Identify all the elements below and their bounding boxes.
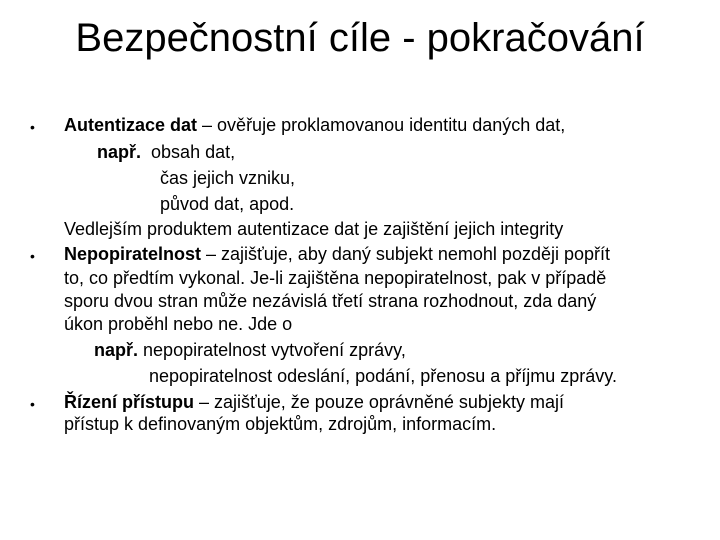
item-3-text-1: – zajišťuje, že pouze oprávněné subjekty mají	[194, 392, 564, 412]
item-3-text-2: přístup k definovaným objektům, zdrojům, informacím.	[64, 414, 497, 434]
item-1-example-2: čas jejich vzniku,	[160, 168, 296, 188]
bullet-marker: •	[30, 119, 35, 135]
bullet-marker: •	[30, 396, 35, 412]
item-1-note: Vedlejším produktem autentizace dat je zajištění jejich integrity	[64, 219, 564, 239]
item-1-example-label: např.	[97, 142, 142, 162]
item-2-example-line-1	[94, 339, 406, 361]
item-1-line-1	[64, 114, 565, 136]
item-1-intro: – ověřuje proklamovanou identitu daných dat,	[197, 115, 566, 135]
item-2-example-label: např.	[94, 340, 139, 360]
item-2-text-2: to, co předtím vykonal. Je-li zajištěna nepopiratelnost, pak v případě	[64, 268, 607, 288]
item-2-text-1: – zajišťuje, aby daný subjekt nemohl později popřít	[201, 244, 611, 264]
item-2-line-1	[64, 243, 610, 265]
item-2-example-2: nepopiratelnost odeslání, podání, přenosu a příjmu zprávy.	[149, 366, 617, 386]
item-1-example-3: původ dat, apod.	[160, 194, 295, 214]
item-1-example-1: obsah dat,	[151, 142, 236, 162]
item-1-term: Autentizace dat	[64, 115, 198, 135]
item-1-example-line-1	[97, 141, 235, 163]
item-2-example-1: nepopiratelnost vytvoření zprávy,	[143, 340, 406, 360]
bullet-marker: •	[30, 248, 35, 264]
item-3-term: Řízení přístupu	[64, 392, 194, 412]
item-2-term: Nepopiratelnost	[64, 244, 202, 264]
item-2-text-4: úkon proběhl nebo ne. Jde o	[64, 314, 293, 334]
item-2-text-3: sporu dvou stran může nezávislá třetí strana rozhodnout, zda daný	[64, 291, 597, 311]
slide-title: Bezpečnostní cíle - pokračování	[75, 16, 645, 60]
item-3-line-1	[64, 391, 564, 413]
